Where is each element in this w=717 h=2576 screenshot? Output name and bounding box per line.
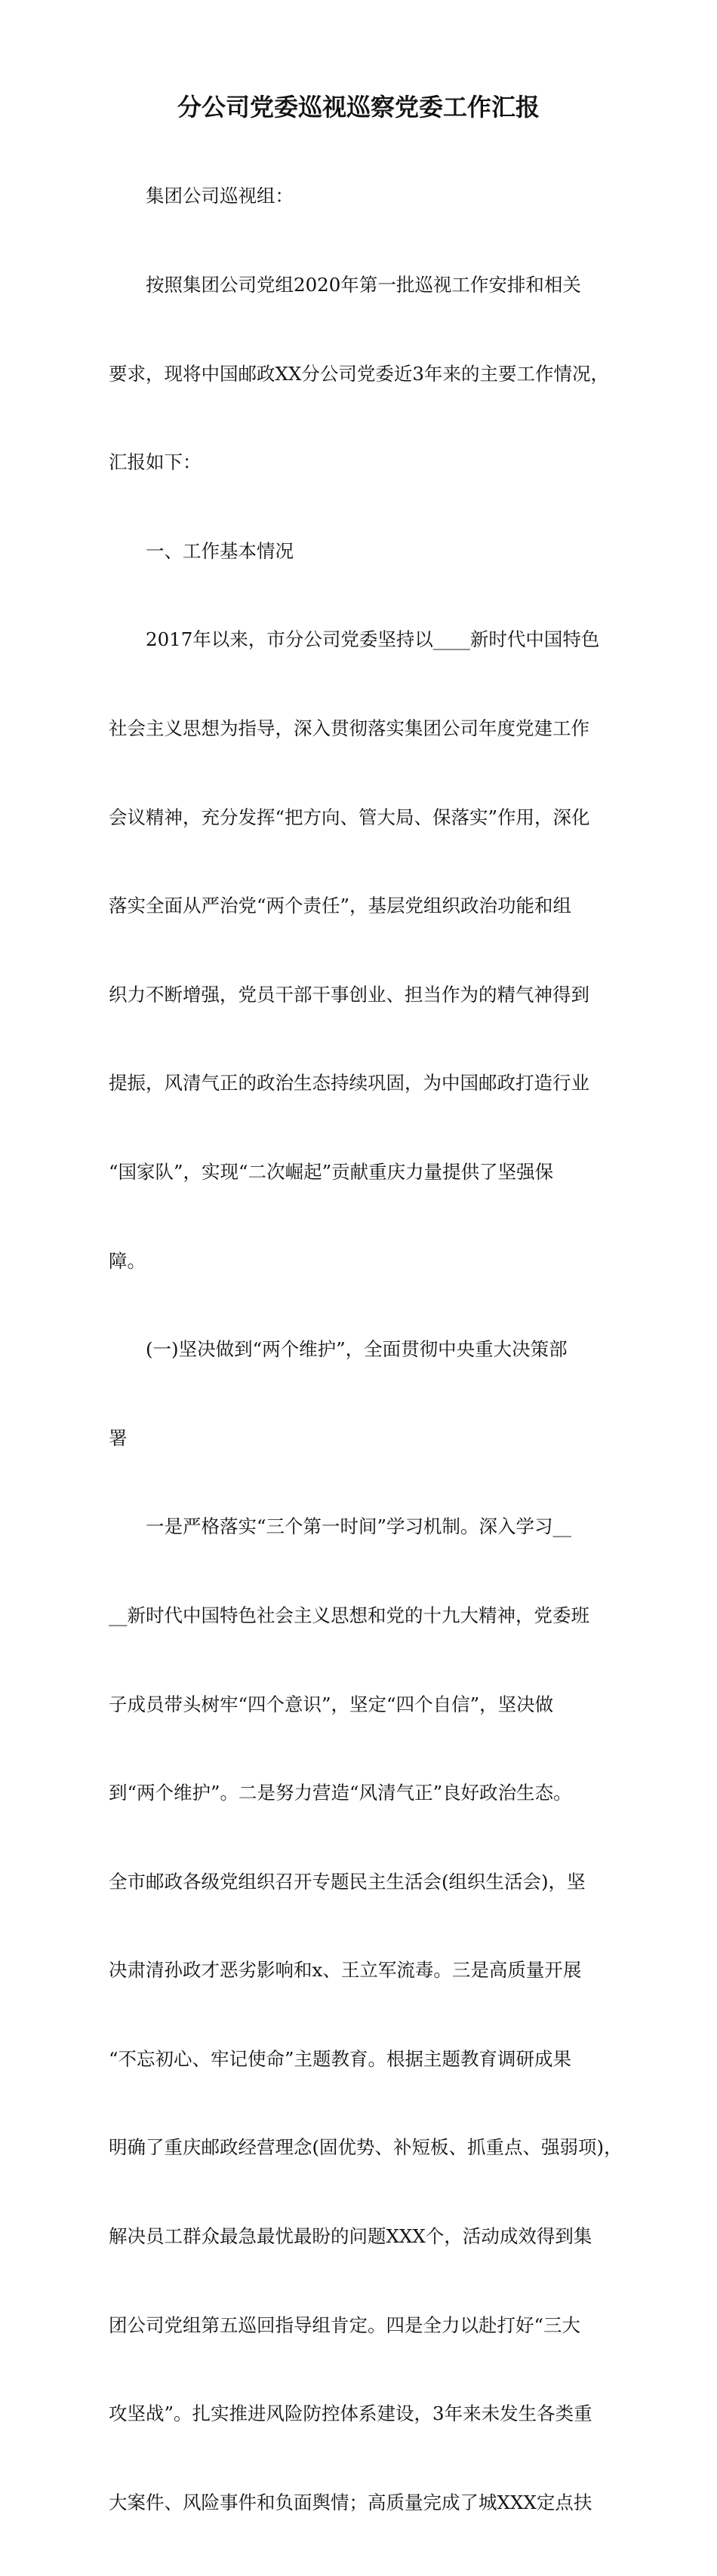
text-line: 大案件、风险事件和负面舆情；高质量完成了城XXX定点扶: [109, 2491, 592, 2513]
text-line: 提振，风清气正的政治生态持续巩固，为中国邮政打造行业: [109, 1072, 589, 1095]
document-title: 分公司党委巡视巡察党委工作汇报: [177, 93, 540, 121]
text-line: 攻坚战”。扎实推进风险防控体系建设，3年来未发生各类重: [109, 2403, 592, 2425]
text-line: 汇报如下：: [109, 451, 202, 474]
text-line: 到“两个维护”。二是努力营造“风清气正”良好政治生态。: [109, 1782, 572, 1804]
text-line: 决肃清孙政才恶劣影响和x、王立军流毒。三是高质量开展: [109, 1959, 582, 1982]
text-line: “不忘初心、牢记使命”主题教育。根据主题教育调研成果: [109, 2047, 572, 2070]
subsection-heading: (一)坚决做到“两个维护”，全面贯彻中央重大决策部: [109, 1338, 568, 1361]
text-line: 集团公司巡视组：: [109, 185, 294, 207]
text-line: 全市邮政各级党组织召开专题民主生活会(组织生活会)，坚: [109, 1870, 586, 1893]
text-line: 要求，现将中国邮政XX分公司党委近3年来的主要工作情况，: [109, 362, 609, 385]
text-line: 社会主义思想为指导，深入贯彻落实集团公司年度党建工作: [109, 717, 589, 739]
text-line: “国家队”，实现“二次崛起”贡献重庆力量提供了坚强保: [109, 1160, 554, 1183]
text-line: 一是严格落实“三个第一时间”学习机制。深入学习__: [109, 1515, 572, 1538]
text-line: 明确了重庆邮政经营理念(固优势、补短板、抓重点、强弱项)，: [109, 2136, 623, 2159]
text-line: 按照集团公司党组2020年第一批巡视工作安排和相关: [109, 274, 581, 296]
text-line: 落实全面从严治党“两个责任”，基层党组织政治功能和组: [109, 895, 572, 917]
text-line: 织力不断增强，党员干部干事创业、担当作为的精气神得到: [109, 983, 589, 1006]
subsection-heading: 署: [109, 1426, 128, 1449]
text-line: 会议精神，充分发挥“把方向、管大局、保落实”作用，深化: [109, 806, 590, 828]
section-heading: 一、工作基本情况: [109, 539, 294, 562]
text-line: 2017年以来，市分公司党委坚持以____新时代中国特色: [109, 628, 600, 651]
text-line: 子成员带头树牢“四个意识”，坚定“四个自信”，坚决做: [109, 1693, 554, 1715]
text-line: 解决员工群众最急最忧最盼的问题XXX个，活动成效得到集: [109, 2225, 592, 2248]
text-line: 障。: [109, 1249, 146, 1272]
document-body: [109, 122, 623, 2576]
text-line: __新时代中国特色社会主义思想和党的十九大精神，党委班: [109, 1604, 589, 1626]
text-line: 团公司党组第五巡回指导组肯定。四是全力以赴打好“三大: [109, 2313, 581, 2336]
